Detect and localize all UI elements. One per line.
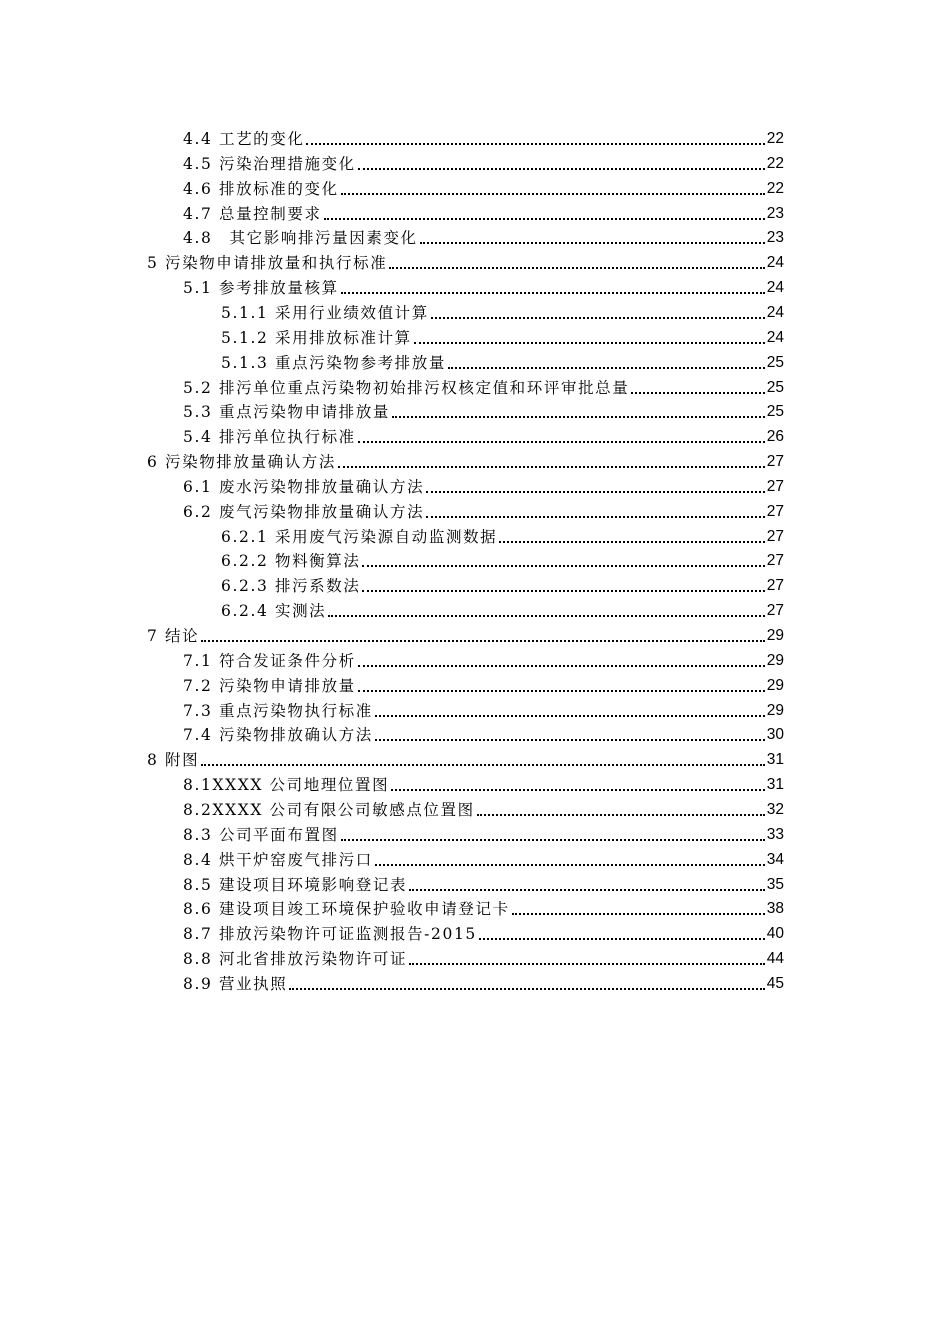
toc-entry-label: 6.2 废气污染物排放量确认方法 xyxy=(183,502,425,521)
toc-dot-leader xyxy=(389,267,764,269)
toc-entry-page-number: 25 xyxy=(766,403,784,421)
toc-entry[interactable] xyxy=(183,672,784,697)
toc-dot-leader xyxy=(479,938,765,940)
toc-entry-page-number: 38 xyxy=(766,900,784,918)
toc-entry-page-number: 24 xyxy=(766,328,784,346)
toc-entry-page-number: 34 xyxy=(766,850,784,868)
toc-entry-page-number: 29 xyxy=(766,627,784,644)
toc-entry-label: 7 结论 xyxy=(147,627,200,645)
toc-dot-leader xyxy=(512,913,765,915)
toc-entry[interactable] xyxy=(221,547,784,572)
toc-entry-label: 8.4 烘干炉窑废气排污口 xyxy=(183,850,373,869)
toc-entry-label: 5 污染物申请排放量和执行标准 xyxy=(147,254,388,273)
toc-entry-label: 8.7 排放污染物许可证监测报告-2015 xyxy=(183,925,477,944)
toc-dot-leader xyxy=(375,715,765,717)
toc-entry[interactable] xyxy=(221,572,784,597)
toc-entry-page-number: 22 xyxy=(766,154,784,172)
toc-entry-page-number: 31 xyxy=(766,776,784,794)
toc-dot-leader xyxy=(338,466,765,468)
toc-dot-leader xyxy=(341,193,765,195)
toc-entry-label: 7.1 符合发证条件分析 xyxy=(183,651,356,670)
toc-dot-leader xyxy=(631,392,764,394)
toc-entry-page-number: 31 xyxy=(766,751,784,769)
toc-entry[interactable] xyxy=(147,249,784,274)
toc-entry-page-number: 22 xyxy=(766,179,784,197)
toc-entry[interactable] xyxy=(221,523,784,548)
toc-entry[interactable] xyxy=(147,746,784,771)
toc-entry[interactable] xyxy=(183,274,784,299)
toc-entry[interactable] xyxy=(183,473,784,498)
toc-entry-label: 4.8 其它影响排污量因素变化 xyxy=(183,229,418,248)
toc-entry-page-number: 24 xyxy=(766,303,784,321)
toc-entry-page-number: 35 xyxy=(766,875,784,893)
toc-entry-label: 6.2.4 实测法 xyxy=(221,602,327,621)
toc-dot-leader xyxy=(362,590,764,592)
toc-dot-leader xyxy=(420,242,765,244)
toc-entry-label: 7.2 污染物申请排放量 xyxy=(183,676,356,695)
toc-entry[interactable] xyxy=(183,771,784,796)
toc-entry-page-number: 40 xyxy=(766,925,784,943)
toc-entry[interactable] xyxy=(183,647,784,672)
toc-entry-label: 8.3 公司平面布置图 xyxy=(183,825,339,844)
toc-entry[interactable] xyxy=(183,175,784,200)
toc-entry-label: 8.5 建设项目环境影响登记表 xyxy=(183,875,408,894)
toc-entry-page-number: 29 xyxy=(766,651,784,669)
toc-entry-label: 8 附图 xyxy=(147,751,200,770)
toc-entry[interactable] xyxy=(183,224,784,249)
toc-entry-label: 6.2.1 采用废气污染源自动监测数据 xyxy=(221,527,498,546)
toc-entry[interactable] xyxy=(183,200,784,225)
toc-entry-label: 6.1 废水污染物排放量确认方法 xyxy=(183,477,425,496)
toc-entry-label: 5.2 排污单位重点污染物初始排污权核定值和环评审批总量 xyxy=(183,378,630,397)
toc-dot-leader xyxy=(392,416,765,418)
toc-entry[interactable] xyxy=(183,846,784,871)
toc-dot-leader xyxy=(477,814,765,816)
toc-dot-leader xyxy=(201,640,765,642)
toc-dot-leader xyxy=(289,988,764,990)
toc-dot-leader xyxy=(358,441,765,443)
toc-dot-leader xyxy=(358,690,765,692)
toc-entry-label: 8.1XXXX 公司地理位置图 xyxy=(183,776,390,795)
toc-dot-leader xyxy=(391,789,765,791)
toc-entry[interactable] xyxy=(221,349,784,374)
toc-entry-label: 7.4 污染物排放确认方法 xyxy=(183,726,373,745)
toc-entry[interactable] xyxy=(183,423,784,448)
toc-entry[interactable] xyxy=(221,324,784,349)
toc-entry[interactable] xyxy=(183,721,784,746)
toc-dot-leader xyxy=(324,218,765,220)
toc-dot-leader xyxy=(358,168,765,170)
toc-entry[interactable] xyxy=(183,796,784,821)
toc-dot-leader xyxy=(409,963,765,965)
toc-dot-leader xyxy=(375,739,765,741)
toc-dot-leader xyxy=(375,864,765,866)
toc-entry-label: 5.3 重点污染物申请排放量 xyxy=(183,403,390,422)
toc-entry-page-number: 23 xyxy=(766,204,784,222)
toc-dot-leader xyxy=(431,317,765,319)
toc-entry-page-number: 30 xyxy=(766,726,784,744)
toc-entry-label: 4.6 排放标准的变化 xyxy=(183,179,339,198)
toc-entry[interactable] xyxy=(183,920,784,945)
toc-dot-leader xyxy=(499,541,764,543)
toc-entry-label: 6 污染物排放量确认方法 xyxy=(147,453,336,472)
toc-entry-label: 7.3 重点污染物执行标准 xyxy=(183,701,373,720)
toc-entry[interactable] xyxy=(183,697,784,722)
toc-entry[interactable] xyxy=(183,871,784,896)
toc-entry-label: 4.7 总量控制要求 xyxy=(183,204,322,223)
toc-entry-page-number: 22 xyxy=(766,130,784,147)
toc-dot-leader xyxy=(328,615,764,617)
toc-entry-page-number: 33 xyxy=(766,825,784,843)
toc-entry-label: 8.8 河北省排放污染物许可证 xyxy=(183,950,408,969)
toc-entry-label: 5.1.1 采用行业绩效值计算 xyxy=(221,303,429,322)
toc-entry-page-number: 26 xyxy=(766,428,784,446)
toc-entry[interactable] xyxy=(147,448,784,473)
toc-dot-leader xyxy=(362,565,764,567)
toc-entry-label: 5.1 参考排放量核算 xyxy=(183,279,339,298)
toc-entry-page-number: 27 xyxy=(766,502,784,520)
toc-dot-leader xyxy=(448,367,765,369)
toc-entry-page-number: 23 xyxy=(766,229,784,247)
toc-dot-leader xyxy=(306,143,764,145)
toc-dot-leader xyxy=(358,665,765,667)
toc-entry-label: 8.6 建设项目竣工环境保护验收申请登记卡 xyxy=(183,900,510,919)
toc-entry-page-number: 29 xyxy=(766,676,784,694)
toc-entry[interactable] xyxy=(221,299,784,324)
toc-entry[interactable] xyxy=(183,498,784,523)
toc-entry-label: 5.1.2 采用排放标准计算 xyxy=(221,328,412,347)
toc-entry[interactable] xyxy=(183,398,784,423)
toc-entry[interactable] xyxy=(183,895,784,920)
toc-entry-label: 8.9 营业执照 xyxy=(183,974,288,993)
toc-entry-page-number: 27 xyxy=(766,527,784,545)
toc-entry-label: 4.5 污染治理措施变化 xyxy=(183,154,356,173)
toc-entry[interactable] xyxy=(183,945,784,970)
toc-entry[interactable] xyxy=(147,622,784,647)
toc-dot-leader xyxy=(409,889,765,891)
toc-entry[interactable] xyxy=(183,125,784,150)
toc-entry[interactable] xyxy=(183,821,784,846)
toc-entry-page-number: 27 xyxy=(766,577,784,595)
toc-dot-leader xyxy=(414,342,765,344)
toc-dot-leader xyxy=(426,516,765,518)
toc-entry-label: 4.4 工艺的变化 xyxy=(183,130,305,148)
toc-entry-label: 5.1.3 重点污染物参考排放量 xyxy=(221,353,446,372)
toc-entry-label: 8.2XXXX 公司有限公司敏感点位置图 xyxy=(183,800,475,819)
toc-entry-page-number: 29 xyxy=(766,701,784,719)
toc-entry-page-number: 27 xyxy=(766,552,784,570)
toc-entry[interactable] xyxy=(221,597,784,622)
toc-entry-page-number: 32 xyxy=(766,800,784,818)
toc-entry-page-number: 25 xyxy=(766,353,784,371)
toc-entry-page-number: 27 xyxy=(766,602,784,620)
toc-entry-page-number: 24 xyxy=(766,254,784,272)
toc-dot-leader xyxy=(201,764,765,766)
toc-entry-label: 6.2.3 排污系数法 xyxy=(221,577,361,596)
toc-entry-label: 5.4 排污单位执行标准 xyxy=(183,428,356,447)
toc-dot-leader xyxy=(341,839,765,841)
toc-entry-page-number: 24 xyxy=(766,279,784,297)
toc-entry-page-number: 44 xyxy=(766,950,784,968)
toc-entry[interactable] xyxy=(183,150,784,175)
toc-dot-leader xyxy=(341,292,765,294)
toc-entry[interactable] xyxy=(183,970,784,995)
toc-entry-page-number: 27 xyxy=(766,477,784,495)
toc-entry-page-number: 25 xyxy=(766,378,784,396)
toc-entry-label: 6.2.2 物料衡算法 xyxy=(221,552,361,571)
toc-entry[interactable] xyxy=(183,374,784,399)
toc-entry-page-number: 45 xyxy=(766,974,784,992)
toc-dot-leader xyxy=(426,491,765,493)
toc-entry-page-number: 27 xyxy=(766,453,784,471)
